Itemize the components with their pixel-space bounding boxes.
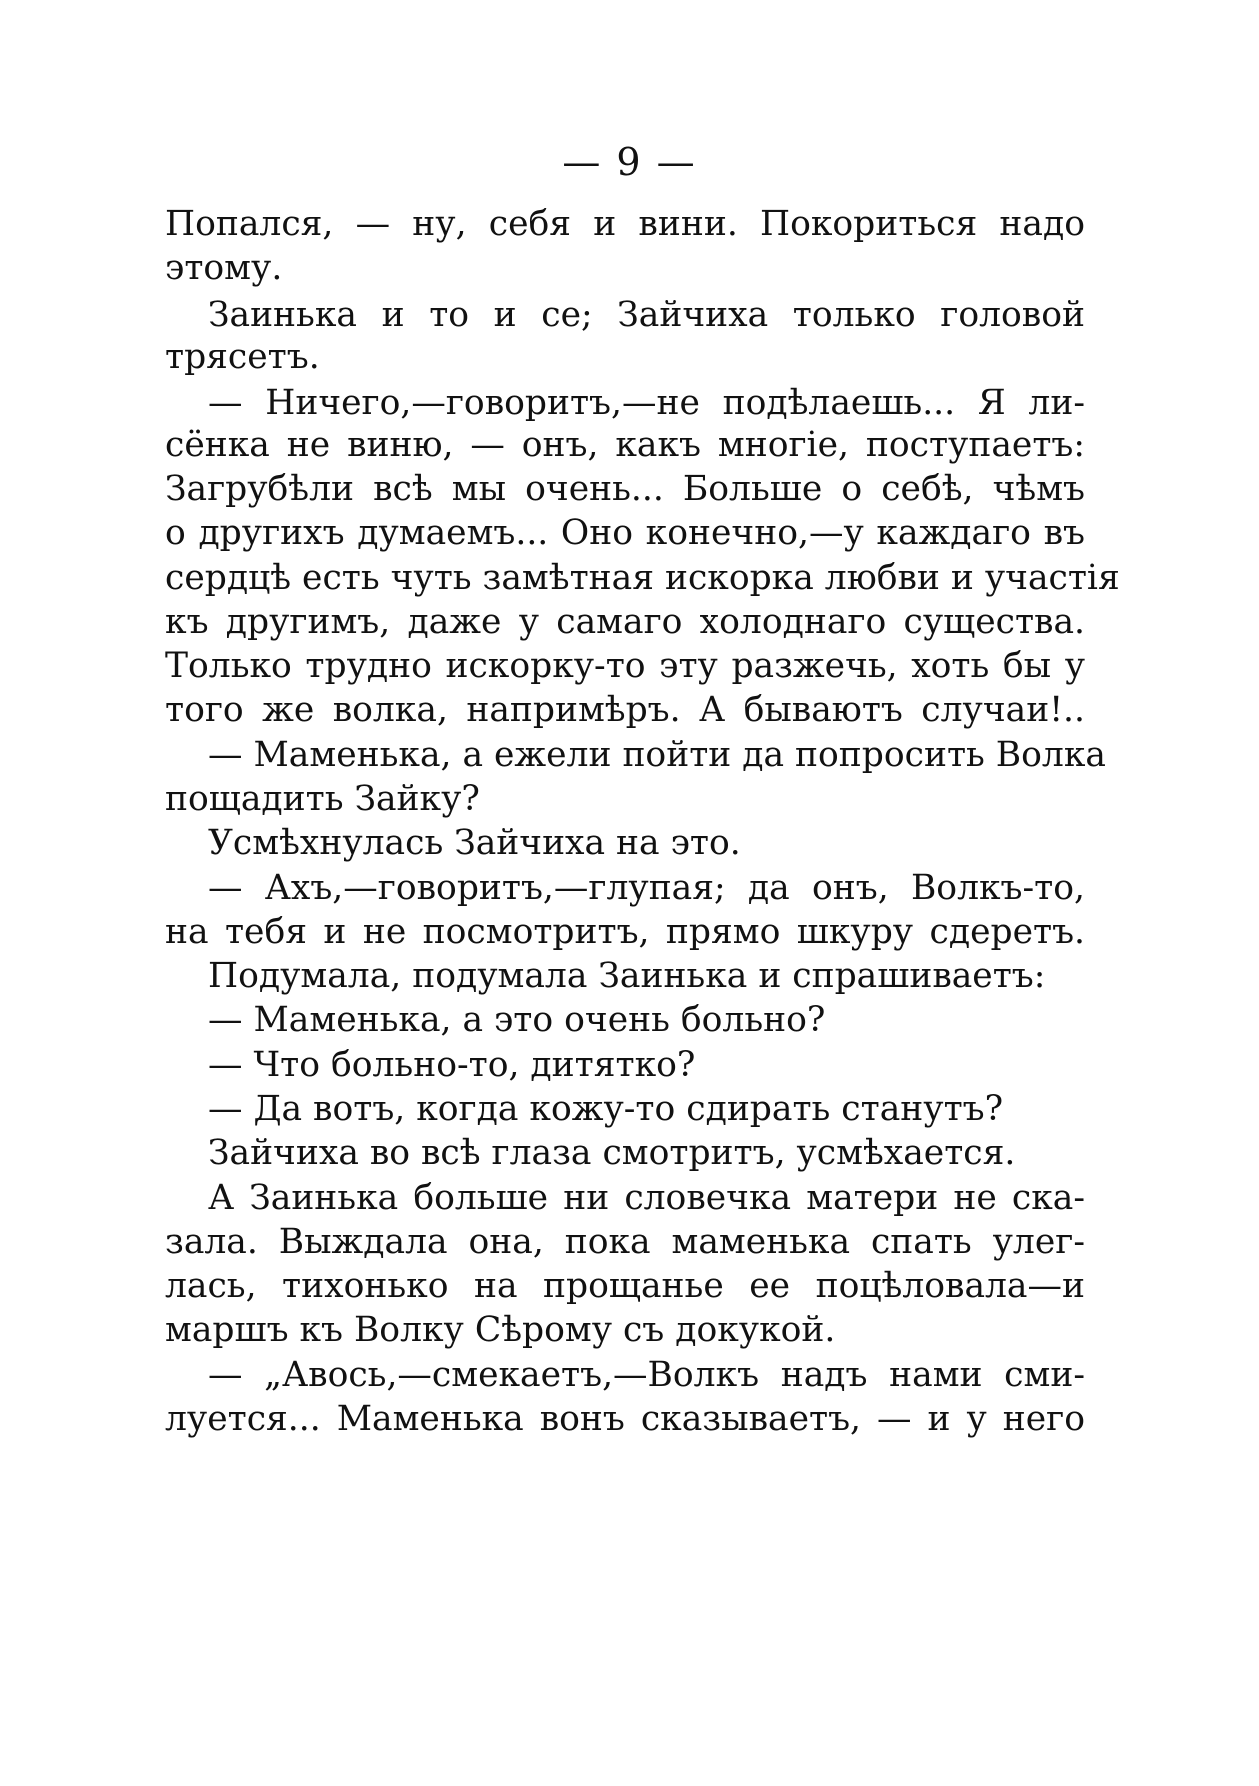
text-line: Усмѣхнулась Зайчиха на это.: [208, 823, 741, 863]
text-line: сёнка не виню, — онъ, какъ многіе, поступаетъ:: [165, 425, 1085, 465]
text-line: — Что больно-то, дитятко?: [208, 1045, 696, 1085]
page-number: — 9 —: [562, 140, 697, 184]
text-line: — Да вотъ, когда кожу-то сдирать станутъ?: [208, 1089, 1004, 1129]
text-line: на тебя и не посмотритъ, прямо шкуру сдеретъ.: [165, 912, 1085, 952]
text-line: лась, тихонько на прощанье ее поцѣловала—и: [165, 1266, 1085, 1306]
text-line: этому.: [165, 248, 283, 288]
text-line: того же волка, напримѣръ. А бываютъ случаи!..: [165, 690, 1085, 730]
text-line: сердцѣ есть чуть замѣтная искорка любви и участія: [165, 558, 1120, 598]
text-line: Попался, — ну, себя и вини. Покориться надо: [165, 204, 1085, 244]
text-line: Подумала, подумала Заинька и спрашиваетъ:: [208, 956, 1046, 996]
text-line: трясетъ.: [165, 337, 320, 377]
text-line: Загрубѣли всѣ мы очень... Больше о себѣ, чѣмъ: [165, 469, 1085, 509]
text-line: Зайчиха во всѣ глаза смотритъ, усмѣхается.: [208, 1133, 1016, 1173]
text-line: пощадить Зайку?: [165, 779, 480, 819]
text-line: — Ничего,—говоритъ,—не подѣлаешь... Я ли-: [208, 383, 1085, 423]
text-line: — Ахъ,—говоритъ,—глупая; да онъ, Волкъ-то,: [208, 868, 1085, 908]
text-line: Заинька и то и се; Зайчиха только головой: [208, 295, 1085, 335]
text-line: маршъ къ Волку Сѣрому съ докукой.: [165, 1310, 836, 1350]
text-line: Только трудно искорку-то эту разжечь, хоть бы у: [165, 646, 1085, 686]
text-line: о другихъ думаемъ... Оно конечно,—у каждаго въ: [165, 513, 1085, 553]
text-line: А Заинька больше ни словечка матери не ска-: [208, 1178, 1085, 1218]
text-line: — „Авось,—смекаетъ,—Волкъ надъ нами сми-: [208, 1355, 1085, 1395]
text-line: — Маменька, а ежели пойти да попросить Волка: [208, 735, 1106, 775]
text-line: — Маменька, а это очень больно?: [208, 1000, 826, 1040]
text-line: къ другимъ, даже у самаго холоднаго существа.: [165, 602, 1085, 642]
text-line: луется... Маменька вонъ сказываетъ, — и у него: [165, 1399, 1085, 1439]
text-line: зала. Выждала она, пока маменька спать улег-: [165, 1222, 1085, 1262]
